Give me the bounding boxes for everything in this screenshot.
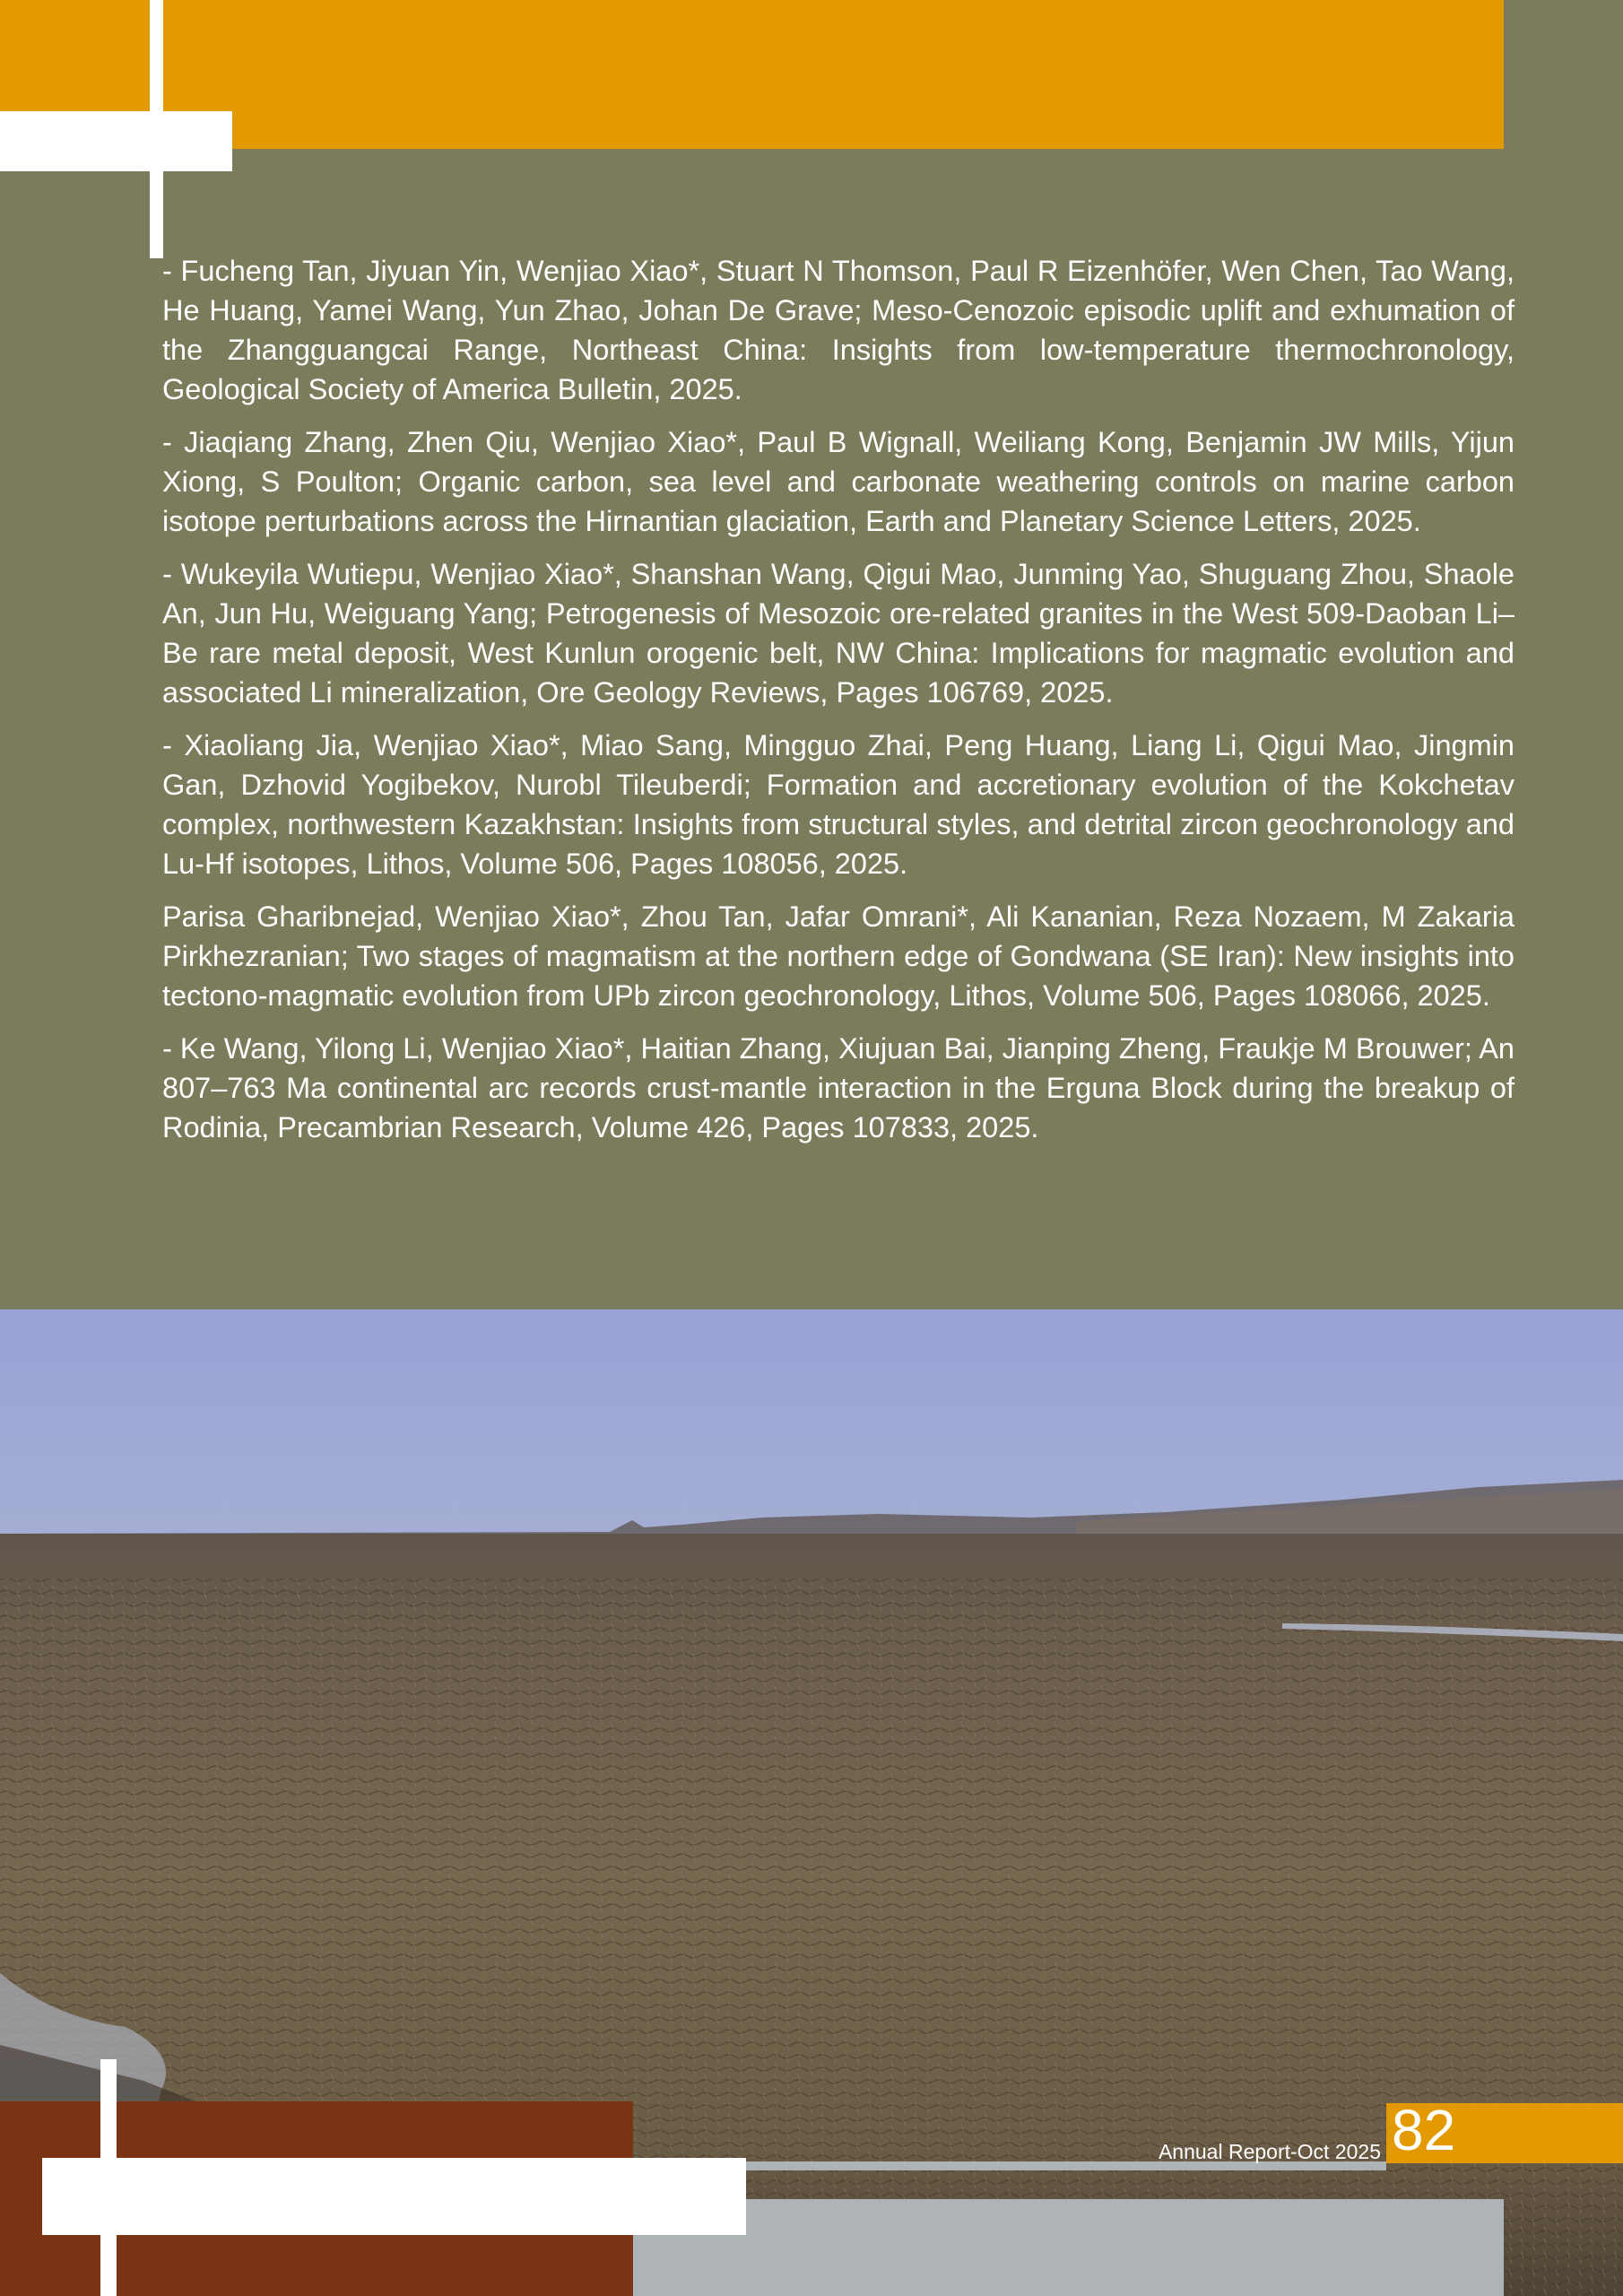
bottom-white-bar-horizontal bbox=[42, 2158, 746, 2235]
report-label: Annual Report-Oct 2025 bbox=[1158, 2140, 1381, 2163]
bottom-white-bar-vertical bbox=[100, 2059, 117, 2296]
top-right-strip bbox=[1504, 0, 1623, 149]
publication-entry: - Jiaqiang Zhang, Zhen Qiu, Wenjiao Xiao*, Paul B Wignall, Weiliang Kong, Benjamin JW Mills, Yijun Xiong, S Poulton; Organic carbon, sea level and carbonate weathering controls on marine carbon isotope perturbations across the Hirnantian glaciation, Earth and Planetary Science Letters, 2025. bbox=[162, 426, 1515, 537]
publication-entry: - Ke Wang, Yilong Li, Wenjiao Xiao*, Haitian Zhang, Xiujuan Bai, Jianping Zheng, Fraukje M Brouwer; An 807–763 Ma continental arc records crust-mantle interaction in the Erguna Block during the breakup of Rodinia, Precambrian Research, Volume 426, Pages 107833, 2025. bbox=[162, 1032, 1515, 1144]
publication-list bbox=[162, 251, 1515, 1161]
bottom-gray-block bbox=[633, 2199, 1504, 2296]
page-number: 82 bbox=[1392, 2098, 1456, 2162]
top-white-bar-horizontal bbox=[0, 111, 232, 171]
publication-entry: - Wukeyila Wutiepu, Wenjiao Xiao*, Shanshan Wang, Qigui Mao, Junming Yao, Shuguang Zhou, Shaole An, Jun Hu, Weiguang Yang; Petrogenesis of Mesozoic ore-related granites in the West 509-Daoban Li–Be rare metal deposit, West Kunlun orogenic belt, NW China: Implications for magmatic evolution and associated Li mineralization, Ore Geology Reviews, Pages 106769, 2025. bbox=[162, 558, 1515, 709]
publication-entry: - Fucheng Tan, Jiyuan Yin, Wenjiao Xiao*, Stuart N Thomson, Paul R Eizenhöfer, Wen Chen, Tao Wang, He Huang, Yamei Wang, Yun Zhao, Johan De Grave; Meso-Cenozoic episodic uplift and exhumation of the Zhangguangcai Range, Northeast China: Insights from low-temperature thermochronology, Geological Society of America Bulletin, 2025. bbox=[162, 255, 1515, 405]
publication-entry: Parisa Gharibnejad, Wenjiao Xiao*, Zhou Tan, Jafar Omrani*, Ali Kananian, Reza Nozaem, M Zakaria Pirkhezranian; Two stages of magmatism at the northern edge of Gondwana (SE Iran): New insights into tectono-magmatic evolution from UPb zircon geochronology, Lithos, Volume 506, Pages 108066, 2025. bbox=[162, 900, 1515, 1012]
top-white-bar-vertical bbox=[150, 0, 163, 258]
publication-entry: - Xiaoliang Jia, Wenjiao Xiao*, Miao Sang, Mingguo Zhai, Peng Huang, Liang Li, Qigui Mao, Jingmin Gan, Dzhovid Yogibekov, Nurobl Tileuberdi; Formation and accretionary evolution of the Kokchetav complex, northwestern Kazakhstan: Insights from structural styles, and detrital zircon geochronology and Lu-Hf isotopes, Lithos, Volume 506, Pages 108056, 2025. bbox=[162, 729, 1515, 880]
